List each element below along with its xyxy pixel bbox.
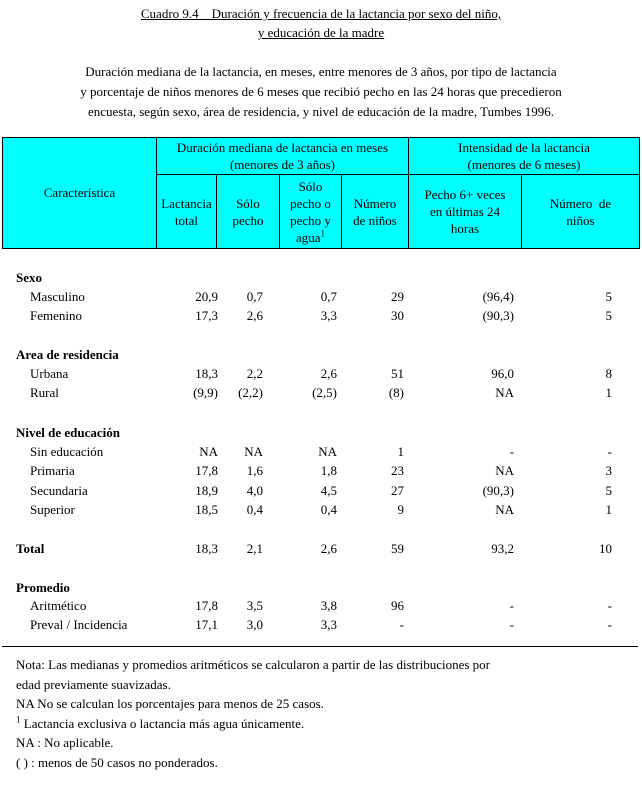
section-header bbox=[0, 423, 642, 442]
cell-numero-ninos-6m: 5 bbox=[605, 289, 612, 304]
cell-numero-ninos-6m: 8 bbox=[605, 366, 612, 381]
subtitle-line: encuesta, según sexo, área de residencia, y nivel de educación de la madre, Tumbes 1996. bbox=[87, 104, 555, 119]
table-row bbox=[0, 615, 642, 634]
cell-numero-ninos-6m: - bbox=[607, 444, 612, 459]
cell-pecho-6-veces: - bbox=[509, 598, 514, 613]
cell-lactancia-total: 17,8 bbox=[195, 463, 218, 478]
note-line: NA No se calculan los porcentajes para menos de 25 casos. bbox=[16, 696, 324, 711]
row-label: Sin educación bbox=[30, 444, 104, 459]
note-line: edad previamente suavizadas. bbox=[16, 676, 171, 692]
cell-numero-ninos: 96 bbox=[391, 598, 404, 613]
table-row bbox=[0, 481, 642, 500]
table-row bbox=[0, 596, 642, 615]
table-header bbox=[2, 137, 640, 249]
cell-lactancia-total: NA bbox=[199, 444, 218, 459]
header-col-numero-ninos-2: Número de niños bbox=[549, 195, 615, 228]
cell-lactancia-total: 20,9 bbox=[195, 289, 218, 304]
cell-numero-ninos-6m: 1 bbox=[605, 502, 612, 517]
cell-solo-pecho: 3,0 bbox=[246, 617, 263, 632]
row-label: Promedio bbox=[16, 580, 70, 595]
row-label: Area de residencia bbox=[16, 347, 119, 362]
cell-solo-pecho-o-agua: 2,6 bbox=[320, 541, 337, 556]
cell-solo-pecho: 1,6 bbox=[246, 463, 263, 478]
table-row bbox=[0, 500, 642, 519]
cell-numero-ninos: 27 bbox=[391, 483, 404, 498]
cell-numero-ninos-6m: 3 bbox=[605, 463, 612, 478]
row-label: Superior bbox=[30, 502, 75, 517]
table-title-line-1 bbox=[0, 5, 642, 22]
row-label: Secundaria bbox=[30, 483, 88, 498]
section-header bbox=[0, 578, 642, 597]
cell-lactancia-total: 17,8 bbox=[195, 598, 218, 613]
cell-numero-ninos: 30 bbox=[391, 308, 404, 323]
cell-solo-pecho: 4,0 bbox=[246, 483, 263, 498]
row-label: Rural bbox=[30, 385, 59, 400]
cell-numero-ninos: (8) bbox=[388, 385, 404, 400]
cell-numero-ninos-6m: 1 bbox=[605, 385, 612, 400]
header-col-solo-pecho-o-agua-label bbox=[282, 178, 339, 246]
cell-lactancia-total: 18,9 bbox=[195, 483, 218, 498]
header-group-intensity: Intensidad de la lactancia (menores de 6 meses) bbox=[458, 140, 590, 172]
row-label: Sexo bbox=[16, 270, 42, 285]
cell-pecho-6-veces: NA bbox=[495, 463, 514, 478]
row-label: Total bbox=[16, 541, 45, 556]
cell-numero-ninos: - bbox=[399, 617, 404, 632]
table-notes bbox=[16, 655, 616, 772]
footnote-marker: 1 bbox=[320, 228, 326, 239]
cell-numero-ninos: 1 bbox=[397, 444, 404, 459]
cell-numero-ninos-6m: 5 bbox=[605, 483, 612, 498]
cell-numero-ninos: 29 bbox=[391, 289, 404, 304]
header-characteristic: Característica bbox=[43, 184, 116, 200]
note-line bbox=[16, 714, 616, 734]
cell-numero-ninos-6m: 5 bbox=[605, 308, 612, 323]
cell-lactancia-total: 18,3 bbox=[195, 366, 218, 381]
table-title-line-2 bbox=[0, 24, 642, 41]
cell-numero-ninos: 51 bbox=[391, 366, 404, 381]
row-label: Femenino bbox=[30, 308, 82, 323]
cell-solo-pecho-o-agua: 3,3 bbox=[320, 617, 337, 632]
section-header bbox=[0, 268, 642, 287]
note-text: Lactancia exclusiva o lactancia más agua únicamente. bbox=[23, 715, 305, 731]
table-row bbox=[0, 442, 642, 461]
cell-numero-ninos-6m: 10 bbox=[599, 541, 612, 556]
cell-solo-pecho-o-agua: 3,3 bbox=[320, 308, 337, 323]
cell-lactancia-total: 17,1 bbox=[195, 617, 218, 632]
title-text-1: Cuadro 9.4 Duración y frecuencia de la lactancia por sexo del niño, bbox=[140, 6, 502, 21]
table-bottom-rule bbox=[2, 646, 638, 647]
header-col-text: Sólo pecho o pecho y agua bbox=[290, 178, 331, 245]
cell-solo-pecho-o-agua: (2,5) bbox=[312, 385, 337, 400]
cell-solo-pecho-o-agua: 3,8 bbox=[320, 598, 337, 613]
cell-solo-pecho-o-agua: 1,8 bbox=[320, 463, 337, 478]
header-col-numero-ninos: Número de niños bbox=[353, 195, 397, 228]
note-line: Nota: Las medianas y promedios aritméticos se calcularon a partir de las distribuciones por bbox=[16, 657, 490, 672]
title-text-2: y educación de la madre bbox=[257, 25, 385, 40]
row-label: Urbana bbox=[30, 366, 69, 381]
cell-numero-ninos-6m: - bbox=[607, 617, 612, 632]
table-row bbox=[0, 364, 642, 383]
cell-pecho-6-veces: (96,4) bbox=[482, 289, 514, 304]
row-label: Preval / Incidencia bbox=[30, 617, 128, 632]
cell-solo-pecho-o-agua: NA bbox=[318, 444, 337, 459]
subtitle-line: Duración mediana de la lactancia, en meses, entre menores de 3 años, por tipo de lactancia bbox=[85, 64, 557, 79]
cell-pecho-6-veces: (90,3) bbox=[482, 483, 514, 498]
cell-solo-pecho: 2,2 bbox=[246, 366, 263, 381]
row-label: Masculino bbox=[30, 289, 85, 304]
cell-lactancia-total: (9,9) bbox=[193, 385, 218, 400]
cell-solo-pecho: 0,7 bbox=[246, 289, 263, 304]
header-col-solo-pecho: Sólo pecho bbox=[232, 195, 264, 228]
cell-pecho-6-veces: - bbox=[509, 444, 514, 459]
table-row bbox=[0, 287, 642, 306]
cell-solo-pecho: 2,6 bbox=[246, 308, 263, 323]
header-group-duration: Duración mediana de lactancia en meses (menores de 3 años) bbox=[176, 140, 389, 172]
cell-pecho-6-veces: NA bbox=[495, 502, 514, 517]
cell-solo-pecho: 2,1 bbox=[246, 541, 263, 556]
table-row bbox=[0, 461, 642, 480]
cell-pecho-6-veces: 96,0 bbox=[491, 366, 514, 381]
cell-solo-pecho: 3,5 bbox=[246, 598, 263, 613]
cell-numero-ninos-6m: - bbox=[607, 598, 612, 613]
cell-pecho-6-veces: - bbox=[509, 617, 514, 632]
footnote-marker: 1 bbox=[16, 714, 21, 725]
cell-pecho-6-veces: (90,3) bbox=[482, 308, 514, 323]
row-label: Primaria bbox=[30, 463, 75, 478]
row-label: Nivel de educación bbox=[16, 425, 120, 440]
cell-solo-pecho: 0,4 bbox=[246, 502, 263, 517]
table-subtitle bbox=[40, 62, 602, 122]
note-line: ( ) : menos de 50 casos no ponderados. bbox=[16, 754, 218, 770]
cell-solo-pecho-o-agua: 0,4 bbox=[320, 502, 337, 517]
cell-lactancia-total: 18,5 bbox=[195, 502, 218, 517]
table-row bbox=[0, 383, 642, 402]
header-col-solo-pecho-o-agua bbox=[280, 175, 341, 248]
cell-pecho-6-veces: NA bbox=[495, 385, 514, 400]
cell-numero-ninos: 59 bbox=[391, 541, 404, 556]
cell-solo-pecho: NA bbox=[244, 444, 263, 459]
cell-numero-ninos: 9 bbox=[397, 502, 404, 517]
cell-solo-pecho: (2,2) bbox=[238, 385, 263, 400]
section-header bbox=[0, 345, 642, 364]
cell-pecho-6-veces: 93,2 bbox=[491, 541, 514, 556]
header-col-lactancia-total: Lactancia total bbox=[161, 195, 212, 228]
cell-solo-pecho-o-agua: 4,5 bbox=[320, 483, 337, 498]
header-col-pecho-6-veces: Pecho 6+ veces en últimas 24 horas bbox=[424, 187, 506, 236]
subtitle-line: y porcentaje de niños menores de 6 meses que recibió pecho en las 24 horas que precedieron bbox=[80, 84, 562, 99]
row-label: Aritmético bbox=[30, 598, 87, 613]
cell-lactancia-total: 17,3 bbox=[195, 308, 218, 323]
note-line: NA : No aplicable. bbox=[16, 735, 114, 750]
cell-lactancia-total: 18,3 bbox=[195, 541, 218, 556]
total-row bbox=[0, 539, 642, 558]
cell-solo-pecho-o-agua: 0,7 bbox=[320, 289, 337, 304]
table-row bbox=[0, 306, 642, 325]
cell-numero-ninos: 23 bbox=[391, 463, 404, 478]
cell-solo-pecho-o-agua: 2,6 bbox=[320, 366, 337, 381]
